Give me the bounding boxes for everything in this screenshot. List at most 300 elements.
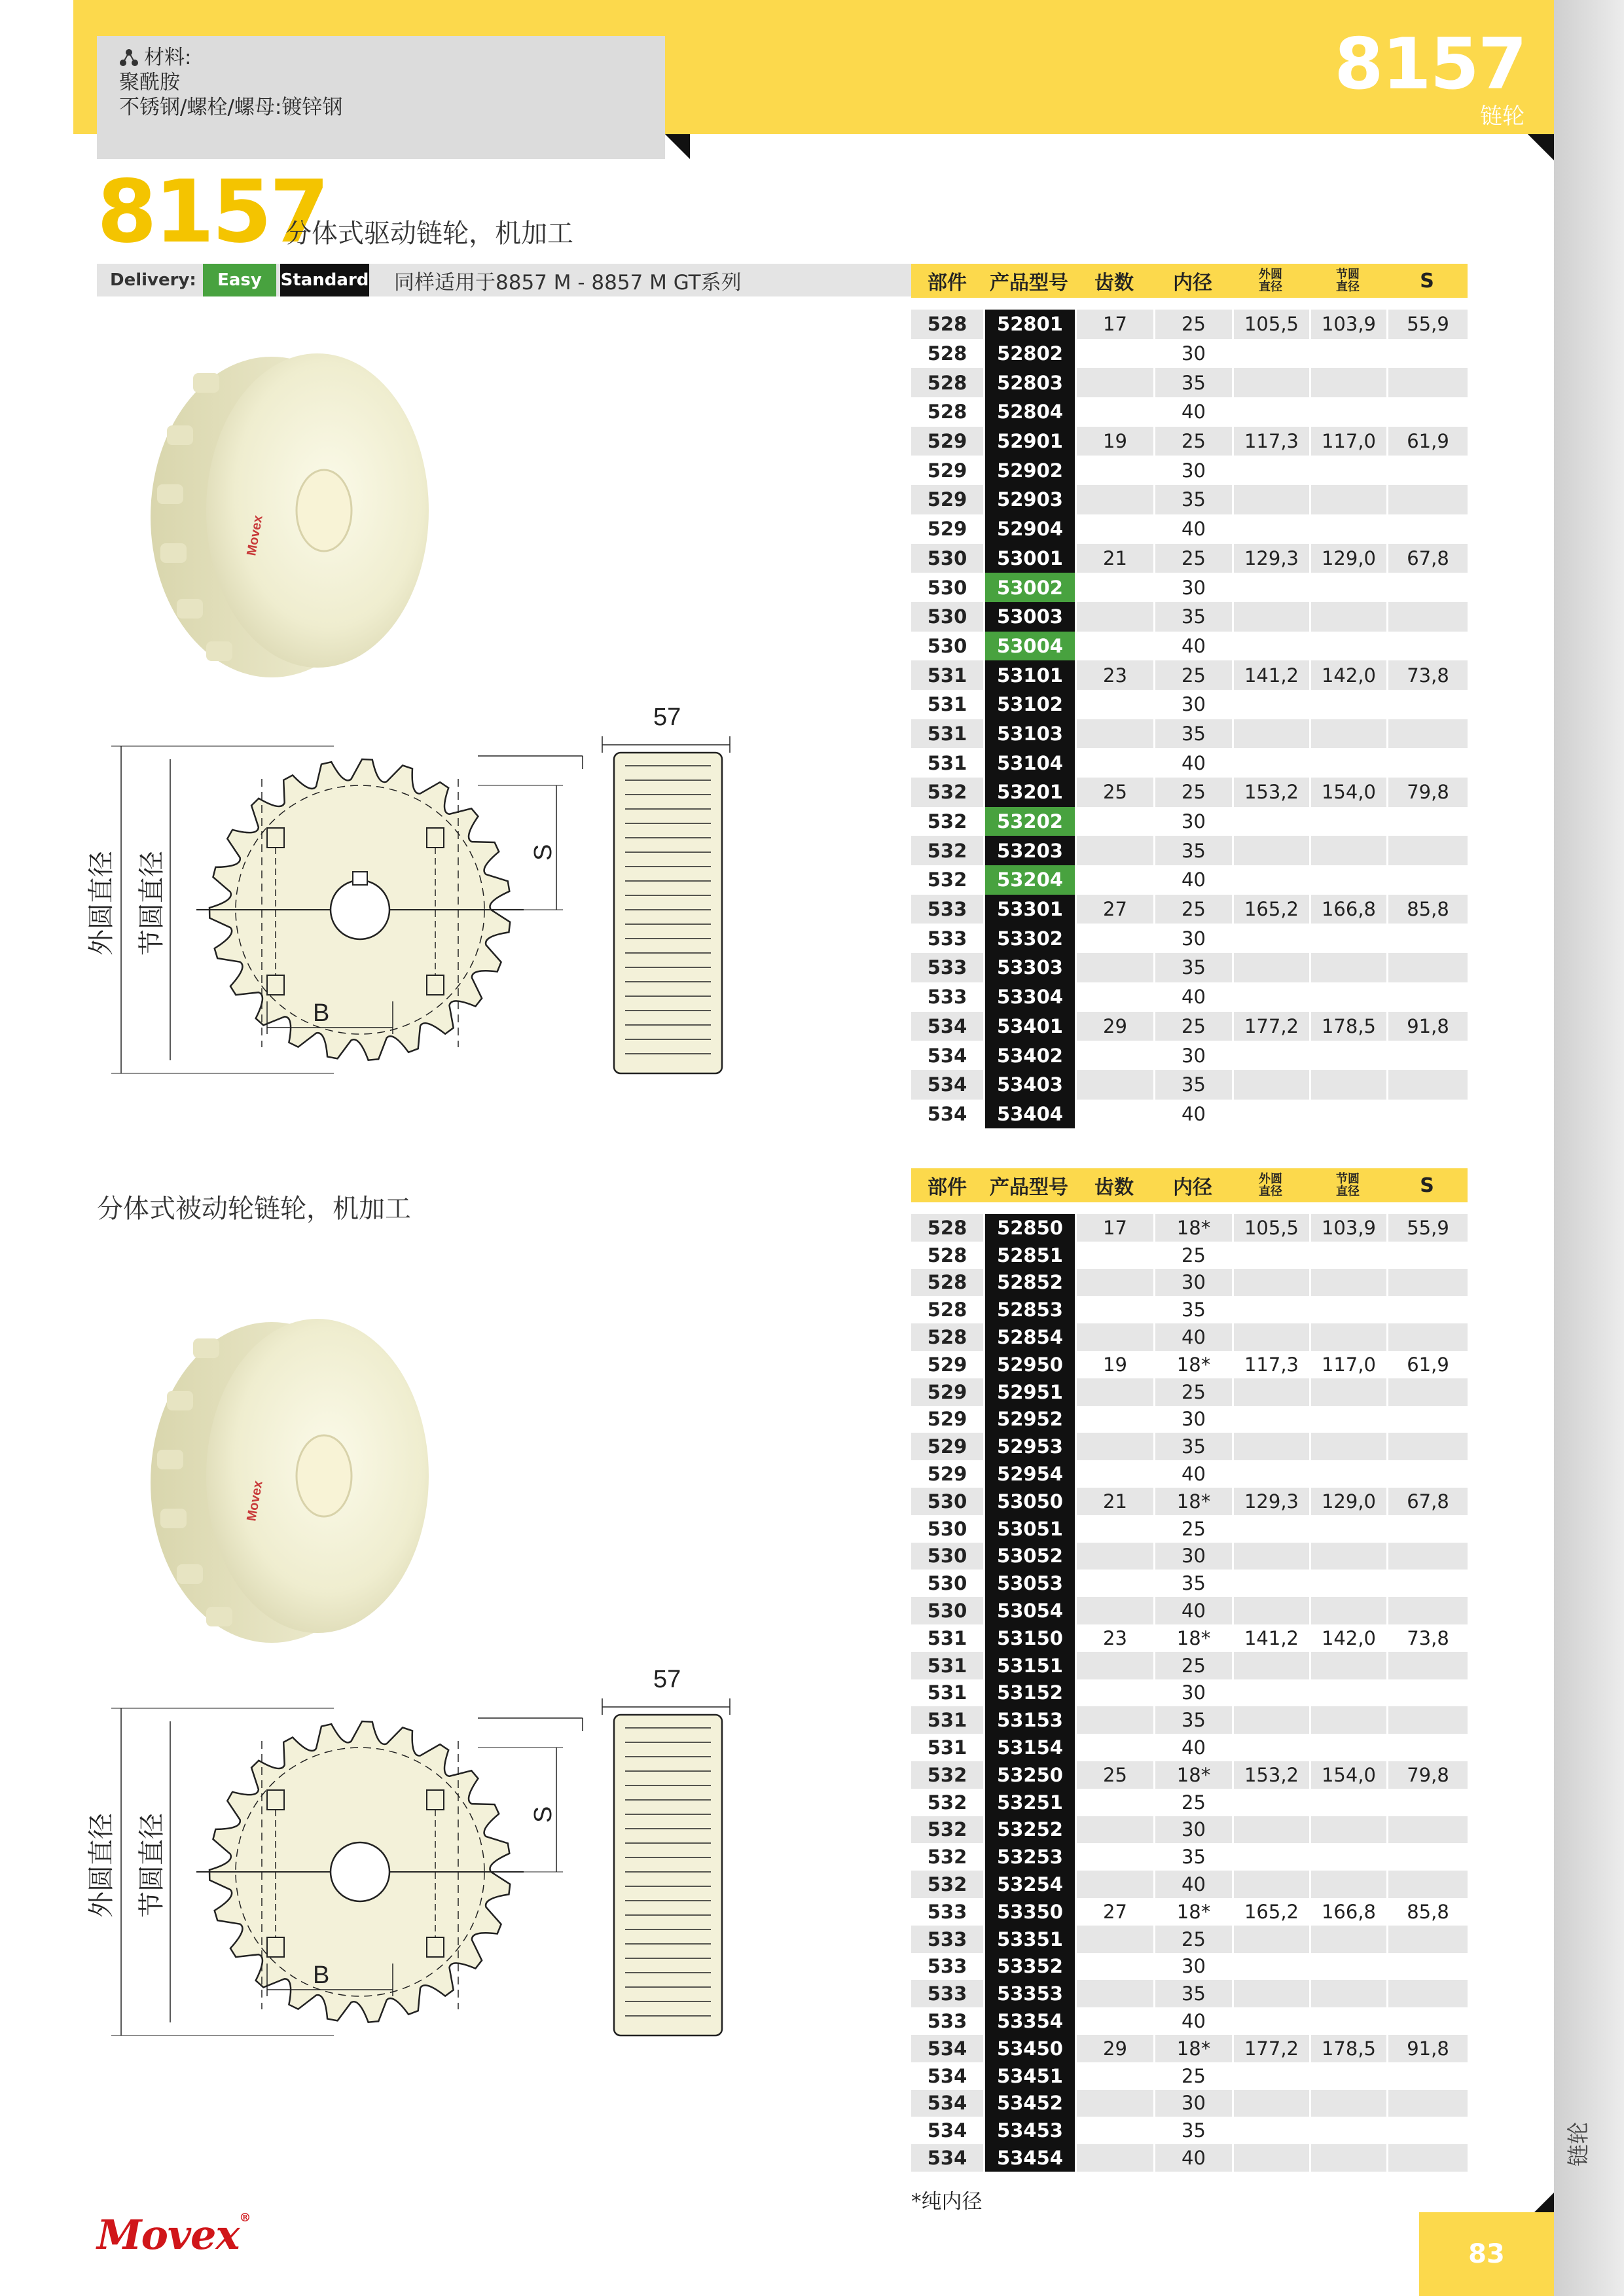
outer-diameter-cell: 141,2 [1232, 1624, 1309, 1652]
bore-cell: 30 [1153, 690, 1232, 719]
outer-diameter-cell: 129,3 [1232, 544, 1309, 573]
teeth-cell [1075, 1378, 1153, 1406]
teeth-cell: 19 [1075, 1351, 1153, 1378]
pitch-diameter-cell: 178,5 [1309, 2035, 1386, 2062]
bore-cell: 30 [1153, 1406, 1232, 1433]
s-cell [1386, 924, 1468, 953]
pitch-diameter-cell [1309, 2062, 1386, 2090]
s-cell: 61,9 [1386, 427, 1468, 456]
outer-diameter-cell [1232, 602, 1309, 632]
product-cell [983, 1214, 1075, 1242]
bore-cell: 40 [1153, 748, 1232, 778]
pitch-diameter-cell: 117,0 [1309, 427, 1386, 456]
s-cell [1386, 748, 1468, 778]
header-product: 产品型号 [990, 272, 1068, 295]
table-row [911, 1100, 1468, 1129]
bore-cell: 35 [1153, 1070, 1232, 1100]
s-cell [1386, 514, 1468, 544]
table-row [911, 2117, 1468, 2144]
pitch-diameter-cell: 103,9 [1309, 310, 1386, 339]
product-cell [983, 1652, 1075, 1679]
product-cell [983, 427, 1075, 456]
outer-diameter-cell [1232, 1953, 1309, 1981]
part-cell: 533 [927, 2010, 967, 2032]
product-cell [983, 1926, 1075, 1953]
product-code-badge: 53050 [985, 1488, 1075, 1515]
teeth-cell [1075, 807, 1153, 836]
product-cell [983, 748, 1075, 778]
s-cell [1386, 719, 1468, 749]
outer-diameter-cell: 117,3 [1232, 427, 1309, 456]
product-code-badge: 53303 [985, 953, 1075, 982]
product-code-badge: 53102 [985, 690, 1075, 719]
s-cell [1386, 1515, 1468, 1543]
part-cell: 531 [927, 664, 967, 687]
outer-diameter-cell [1232, 1871, 1309, 1898]
table-row [911, 895, 1468, 924]
product-code-badge: 53353 [985, 1980, 1075, 2007]
product-code-badge: 52852 [985, 1269, 1075, 1297]
table-row [911, 1041, 1468, 1070]
outer-diameter-cell [1232, 807, 1309, 836]
table-row [911, 310, 1468, 339]
part-cell: 533 [927, 1982, 967, 2005]
bore-cell: 30 [1153, 924, 1232, 953]
product-cell [983, 1323, 1075, 1351]
part-cell: 532 [927, 810, 967, 833]
delivery-bar [97, 264, 922, 296]
teeth-cell: 17 [1075, 1214, 1153, 1242]
pitch-diameter-cell: 142,0 [1309, 1624, 1386, 1652]
pitch-diameter-cell [1309, 339, 1386, 368]
product-cell [983, 807, 1075, 836]
s-cell [1386, 1041, 1468, 1070]
dim-width: 57 [653, 704, 681, 731]
s-cell [1386, 2062, 1468, 2090]
teeth-cell [1075, 982, 1153, 1012]
header-teeth: 齿数 [1094, 272, 1134, 295]
bore-cell: 40 [1153, 1460, 1232, 1488]
outer-diameter-cell [1232, 514, 1309, 544]
product-cell [983, 1070, 1075, 1100]
bore-cell: 18* [1153, 1351, 1232, 1378]
dim-outer-diameter: 外圆直径 [86, 851, 117, 956]
s-cell: 79,8 [1386, 1761, 1468, 1789]
product-cell [983, 2144, 1075, 2172]
pitch-diameter-cell [1309, 1953, 1386, 1981]
table-row [911, 1214, 1468, 1242]
pitch-diameter-cell [1309, 1378, 1386, 1406]
header-s: S [1420, 1174, 1434, 1197]
outer-diameter-cell: 177,2 [1232, 2035, 1309, 2062]
table-row [911, 2007, 1468, 2035]
outer-diameter-cell [1232, 719, 1309, 749]
pitch-diameter-cell [1309, 1816, 1386, 1844]
part-cell: 528 [927, 342, 967, 365]
product-cell [983, 1789, 1075, 1816]
bore-cell: 25 [1153, 1012, 1232, 1041]
product-cell [983, 1488, 1075, 1515]
standard-badge: Standard [280, 264, 369, 296]
product-cell [983, 602, 1075, 632]
pitch-diameter-cell [1309, 1543, 1386, 1570]
outer-diameter-cell [1232, 1980, 1309, 2007]
product-code-badge: 53150 [985, 1624, 1075, 1652]
product-cell [983, 456, 1075, 485]
s-cell [1386, 1706, 1468, 1734]
product-code-badge: 53403 [985, 1070, 1075, 1100]
brand-logo: Movex® [97, 2211, 251, 2259]
product-code-badge: 52850 [985, 1214, 1075, 1242]
pitch-diameter-cell: 154,0 [1309, 778, 1386, 807]
header-product-code: 8157 [1334, 24, 1526, 105]
part-cell: 533 [927, 1955, 967, 1978]
pitch-diameter-cell: 142,0 [1309, 660, 1386, 690]
part-cell: 531 [927, 751, 967, 774]
bore-cell: 35 [1153, 1570, 1232, 1597]
part-cell: 529 [927, 518, 967, 541]
pitch-diameter-cell [1309, 1980, 1386, 2007]
table-row [911, 339, 1468, 368]
product-cell [983, 485, 1075, 514]
product-cell [983, 1351, 1075, 1378]
s-cell [1386, 1871, 1468, 1898]
part-cell: 534 [927, 2037, 967, 2060]
product-cell [983, 719, 1075, 749]
teeth-cell: 21 [1075, 544, 1153, 573]
bore-cell: 35 [1153, 1980, 1232, 2007]
part-cell: 529 [927, 1463, 967, 1486]
table-row [911, 1070, 1468, 1100]
table-row [911, 1296, 1468, 1323]
part-cell: 532 [927, 839, 967, 862]
teeth-cell [1075, 1597, 1153, 1624]
outer-diameter-cell: 105,5 [1232, 1214, 1309, 1242]
product-cell [983, 2062, 1075, 2090]
dim-outer-diameter: 外圆直径 [86, 1813, 117, 1918]
s-cell: 85,8 [1386, 895, 1468, 924]
outer-diameter-cell [1232, 1041, 1309, 1070]
product-cell [983, 514, 1075, 544]
product-cell [983, 1843, 1075, 1871]
pitch-diameter-cell [1309, 397, 1386, 427]
outer-diameter-cell [1232, 1597, 1309, 1624]
pitch-diameter-cell [1309, 719, 1386, 749]
product-cell [983, 2090, 1075, 2117]
pitch-diameter-cell [1309, 1706, 1386, 1734]
s-cell [1386, 368, 1468, 397]
part-cell: 534 [927, 2092, 967, 2115]
outer-diameter-cell [1232, 397, 1309, 427]
teeth-cell [1075, 1460, 1153, 1488]
s-cell [1386, 953, 1468, 982]
part-cell: 531 [927, 722, 967, 745]
part-cell: 531 [927, 1654, 967, 1677]
bore-cell: 30 [1153, 1816, 1232, 1844]
product-code-badge: 52952 [985, 1406, 1075, 1433]
pitch-diameter-cell [1309, 602, 1386, 632]
technical-drawing-idler [85, 1656, 746, 2049]
footnote: *纯内径 [911, 2190, 983, 2214]
product-cell [983, 1953, 1075, 1981]
table-row [911, 953, 1468, 982]
part-cell: 534 [927, 2119, 967, 2142]
bore-cell: 25 [1153, 1652, 1232, 1679]
product-cell [983, 690, 1075, 719]
product-cell [983, 1378, 1075, 1406]
outer-diameter-cell: 177,2 [1232, 1012, 1309, 1041]
bore-cell: 18* [1153, 1488, 1232, 1515]
table-row [911, 1378, 1468, 1406]
s-cell: 73,8 [1386, 1624, 1468, 1652]
material-line-1: 聚酰胺 [119, 71, 180, 94]
table-row [911, 1515, 1468, 1543]
teeth-cell [1075, 1323, 1153, 1351]
easy-badge: Easy [203, 264, 276, 296]
part-cell: 533 [927, 956, 967, 979]
pitch-diameter-cell [1309, 1570, 1386, 1597]
s-cell [1386, 1734, 1468, 1761]
outer-diameter-cell [1232, 1734, 1309, 1761]
table-row [911, 544, 1468, 573]
table-row [911, 1980, 1468, 2007]
part-cell: 530 [927, 547, 967, 569]
table-row [911, 2062, 1468, 2090]
product-cell [983, 2035, 1075, 2062]
table-row [911, 1816, 1468, 1844]
bore-cell: 35 [1153, 719, 1232, 749]
product-cell [983, 1269, 1075, 1297]
product-code-badge: 53204 [985, 865, 1075, 895]
product-cell [983, 1570, 1075, 1597]
part-cell: 528 [927, 1299, 967, 1321]
teeth-cell [1075, 2062, 1153, 2090]
pitch-diameter-cell [1309, 1597, 1386, 1624]
pitch-diameter-cell [1309, 2117, 1386, 2144]
part-cell: 533 [927, 898, 967, 921]
teeth-cell [1075, 1070, 1153, 1100]
table-body [911, 1214, 1468, 2172]
product-code-badge: 53352 [985, 1953, 1075, 1981]
outer-diameter-cell [1232, 1515, 1309, 1543]
s-cell [1386, 602, 1468, 632]
product-cell [983, 1041, 1075, 1070]
product-code-badge: 53301 [985, 895, 1075, 924]
s-cell [1386, 807, 1468, 836]
outer-diameter-cell [1232, 368, 1309, 397]
teeth-cell [1075, 690, 1153, 719]
part-cell: 530 [927, 1490, 967, 1513]
table-row [911, 1323, 1468, 1351]
table-row [911, 1460, 1468, 1488]
product-code-badge: 53201 [985, 778, 1075, 807]
dim-s: S [530, 1806, 557, 1823]
teeth-cell [1075, 1843, 1153, 1871]
bore-cell: 30 [1153, 339, 1232, 368]
svg-text:Movex: Movex [244, 1479, 266, 1522]
part-cell: 531 [927, 693, 967, 716]
outer-diameter-cell [1232, 982, 1309, 1012]
outer-diameter-cell [1232, 690, 1309, 719]
teeth-cell: 29 [1075, 1012, 1153, 1041]
outer-diameter-cell [1232, 1843, 1309, 1871]
teeth-cell [1075, 2090, 1153, 2117]
pitch-diameter-cell [1309, 953, 1386, 982]
bore-cell: 35 [1153, 1843, 1232, 1871]
table-row [911, 807, 1468, 836]
part-cell: 533 [927, 1900, 967, 1923]
product-code-badge: 53054 [985, 1597, 1075, 1624]
bore-cell: 18* [1153, 1624, 1232, 1652]
product-code-badge: 53151 [985, 1652, 1075, 1679]
teeth-cell [1075, 1242, 1153, 1269]
pitch-diameter-cell [1309, 1789, 1386, 1816]
s-cell: 79,8 [1386, 778, 1468, 807]
teeth-cell [1075, 397, 1153, 427]
outer-diameter-cell [1232, 1242, 1309, 1269]
header-bore: 内径 [1173, 1176, 1212, 1199]
bore-cell: 40 [1153, 1100, 1232, 1129]
dim-pitch-diameter: 节圆直径 [137, 1813, 167, 1918]
outer-diameter-cell [1232, 2007, 1309, 2035]
delivery-label: Delivery: [110, 270, 196, 290]
table-row [911, 632, 1468, 661]
bore-cell: 40 [1153, 397, 1232, 427]
s-cell: 67,8 [1386, 1488, 1468, 1515]
outer-diameter-cell [1232, 1816, 1309, 1844]
s-cell [1386, 1269, 1468, 1297]
bore-cell: 25 [1153, 895, 1232, 924]
teeth-cell [1075, 836, 1153, 865]
bore-cell: 40 [1153, 632, 1232, 661]
pitch-diameter-cell: 166,8 [1309, 1898, 1386, 1926]
teeth-cell [1075, 485, 1153, 514]
pitch-diameter-cell [1309, 1242, 1386, 1269]
table-row [911, 1488, 1468, 1515]
pitch-diameter-cell [1309, 1515, 1386, 1543]
corner-marker [1528, 134, 1554, 160]
outer-diameter-cell [1232, 1679, 1309, 1707]
product-cell [983, 1460, 1075, 1488]
s-cell [1386, 456, 1468, 485]
table-row [911, 982, 1468, 1012]
teeth-cell: 19 [1075, 427, 1153, 456]
material-label: 材料: [144, 46, 192, 69]
part-cell: 534 [927, 1014, 967, 1037]
header-part: 部件 [928, 272, 967, 295]
teeth-cell [1075, 1515, 1153, 1543]
s-cell [1386, 1543, 1468, 1570]
teeth-cell [1075, 1652, 1153, 1679]
teeth-cell [1075, 1269, 1153, 1297]
teeth-cell [1075, 1041, 1153, 1070]
product-cell [983, 339, 1075, 368]
table-row [911, 748, 1468, 778]
table-row [911, 1242, 1468, 1269]
outer-diameter-cell [1232, 1460, 1309, 1488]
product-cell [983, 1816, 1075, 1844]
bore-cell: 35 [1153, 836, 1232, 865]
product-code-badge: 52851 [985, 1242, 1075, 1269]
table-row [911, 427, 1468, 456]
pitch-diameter-cell [1309, 573, 1386, 602]
pitch-diameter-cell: 129,0 [1309, 1488, 1386, 1515]
pitch-diameter-cell [1309, 1652, 1386, 1679]
teeth-cell [1075, 1953, 1153, 1981]
teeth-cell: 21 [1075, 1488, 1153, 1515]
bore-cell: 40 [1153, 1734, 1232, 1761]
bore-cell: 40 [1153, 1597, 1232, 1624]
s-cell [1386, 2007, 1468, 2035]
part-cell: 532 [927, 1763, 967, 1786]
outer-diameter-cell [1232, 1296, 1309, 1323]
outer-diameter-cell [1232, 1323, 1309, 1351]
product-cell [983, 1543, 1075, 1570]
part-cell: 529 [927, 1380, 967, 1403]
bore-cell: 25 [1153, 310, 1232, 339]
product-code-badge: 53252 [985, 1816, 1075, 1844]
pitch-diameter-cell [1309, 1460, 1386, 1488]
part-cell: 534 [927, 1073, 967, 1096]
table-row [911, 1871, 1468, 1898]
bore-cell: 25 [1153, 1515, 1232, 1543]
teeth-cell [1075, 339, 1153, 368]
outer-diameter-cell [1232, 1070, 1309, 1100]
table-row [911, 368, 1468, 397]
teeth-cell [1075, 2144, 1153, 2172]
product-cell [983, 1624, 1075, 1652]
part-cell: 534 [927, 1102, 967, 1125]
outer-diameter-cell: 129,3 [1232, 1488, 1309, 1515]
teeth-cell: 27 [1075, 895, 1153, 924]
product-cell [983, 778, 1075, 807]
pitch-diameter-cell [1309, 368, 1386, 397]
table-row [911, 660, 1468, 690]
s-cell [1386, 1980, 1468, 2007]
s-cell [1386, 632, 1468, 661]
s-cell [1386, 836, 1468, 865]
product-cell [983, 1706, 1075, 1734]
product-cell [983, 1012, 1075, 1041]
bore-cell: 30 [1153, 1543, 1232, 1570]
teeth-cell [1075, 748, 1153, 778]
part-cell: 528 [927, 401, 967, 423]
product-code-badge: 53152 [985, 1679, 1075, 1707]
part-cell: 532 [927, 1791, 967, 1814]
product-code-badge: 52951 [985, 1378, 1075, 1406]
part-cell: 529 [927, 1408, 967, 1431]
part-cell: 532 [927, 781, 967, 804]
s-cell [1386, 397, 1468, 427]
table-row [911, 836, 1468, 865]
s-cell: 85,8 [1386, 1898, 1468, 1926]
product-code-badge: 53002 [985, 573, 1075, 602]
bore-cell: 25 [1153, 1242, 1232, 1269]
s-cell [1386, 485, 1468, 514]
table-header [911, 1168, 1468, 1202]
bore-cell: 25 [1153, 660, 1232, 690]
product-cell [983, 953, 1075, 982]
s-cell: 73,8 [1386, 660, 1468, 690]
teeth-cell: 23 [1075, 660, 1153, 690]
product-code-badge: 52854 [985, 1323, 1075, 1351]
part-cell: 531 [927, 1736, 967, 1759]
product-code-badge: 52802 [985, 339, 1075, 368]
s-cell [1386, 1652, 1468, 1679]
s-cell [1386, 982, 1468, 1012]
table-row [911, 1789, 1468, 1816]
pitch-diameter-cell: 129,0 [1309, 544, 1386, 573]
